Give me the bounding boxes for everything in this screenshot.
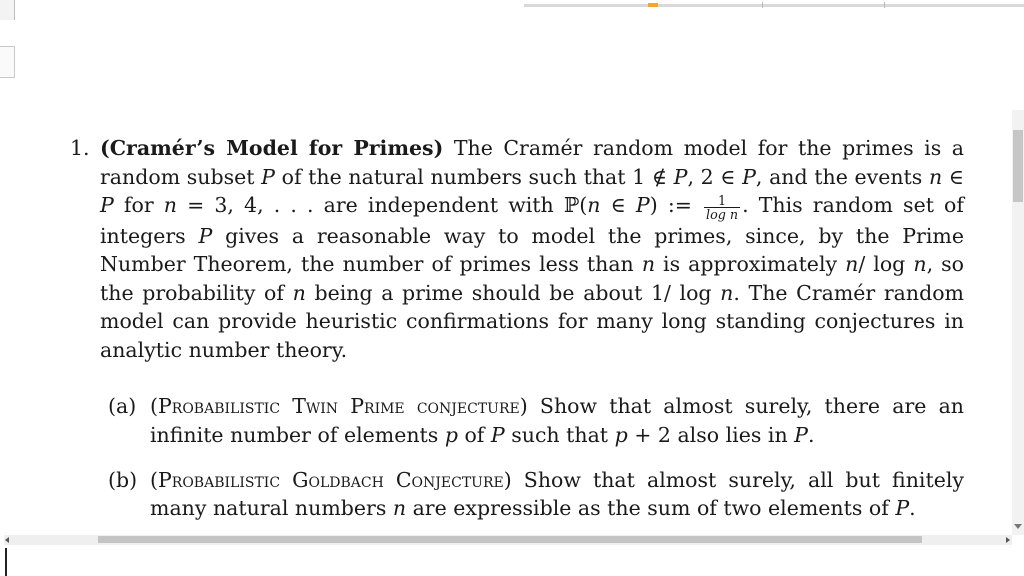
problem-text: , so the probability of xyxy=(100,252,964,305)
variable-n: n xyxy=(292,280,306,305)
variable-p: p xyxy=(614,423,628,448)
variable-n: n xyxy=(587,193,601,218)
part-a-text: + 2 also lies in xyxy=(627,423,795,448)
variable-n: n xyxy=(720,280,734,305)
chevron-right-icon[interactable] xyxy=(1006,537,1010,543)
vertical-scrollbar-thumb[interactable] xyxy=(1013,130,1023,202)
probability-fraction xyxy=(704,194,740,222)
variable-n: n xyxy=(913,252,927,277)
prime-set-symbol: P xyxy=(794,423,808,448)
part-a-text: . xyxy=(807,423,815,448)
part-a-title: (Probabilistic Twin Prime conjecture) xyxy=(150,394,528,419)
problem-text: , 2 ∈ xyxy=(687,164,743,189)
part-a-text: of xyxy=(457,423,491,448)
problem-text: , and the events xyxy=(755,164,929,189)
part-a xyxy=(108,392,964,449)
part-b-text: are expressible as the sum of two elements of xyxy=(406,496,896,521)
prime-set-symbol: P xyxy=(895,496,910,521)
problem-number: 1. xyxy=(70,136,90,160)
top-progress-bar xyxy=(524,4,1024,7)
problem-text: The Cramér random model for the primes is a random subset xyxy=(100,136,964,189)
top-divider xyxy=(762,2,763,8)
fraction-denominator: log n xyxy=(706,207,739,223)
part-b-label: (b) xyxy=(108,467,138,492)
prime-set-symbol: P xyxy=(673,164,688,189)
variable-n: n xyxy=(845,252,859,277)
problem-title: (Cramér’s Model for Primes) xyxy=(100,136,444,160)
variable-n: n xyxy=(163,193,177,218)
problem-text: = 3, 4, . . . are independent with ℙ( xyxy=(176,193,588,218)
variable-n: n xyxy=(928,164,943,189)
problem-1 xyxy=(70,134,964,364)
prime-set-symbol: P xyxy=(742,164,756,189)
problem-text: for xyxy=(113,193,164,218)
left-panel-tab[interactable] xyxy=(0,0,15,20)
problem-text: . This random set of integers xyxy=(100,193,964,248)
variable-n: n xyxy=(641,252,656,277)
left-edge-marker xyxy=(5,548,7,576)
prime-set-symbol: P xyxy=(261,164,275,189)
problem-text: ) := xyxy=(649,193,703,218)
problem-text: being a prime should be about 1/ log xyxy=(305,280,721,305)
prime-set-symbol: P xyxy=(635,193,650,218)
document-page xyxy=(70,134,964,539)
chevron-left-icon[interactable] xyxy=(5,537,9,543)
variable-p: p xyxy=(444,423,458,448)
variable-n: n xyxy=(392,496,407,521)
problem-parts xyxy=(70,392,964,522)
problem-text: / log xyxy=(858,252,914,277)
part-a-label: (a) xyxy=(108,394,137,419)
top-accent-marker xyxy=(648,3,658,7)
problem-text: is approximately xyxy=(655,252,846,277)
fraction-numerator: 1 xyxy=(704,194,740,208)
part-a-text: Show that almost surely, there are an infinite number of elements xyxy=(150,394,965,448)
chevron-down-icon[interactable] xyxy=(1014,524,1022,529)
part-b-text: Show that almost surely, all but finitely many natural numbers xyxy=(150,467,964,521)
part-b-text: . xyxy=(909,496,916,521)
prime-set-symbol: P xyxy=(198,223,213,248)
prime-set-symbol: P xyxy=(490,423,505,448)
part-b-title: (Probabilistic Goldbach Conjecture) xyxy=(150,467,512,492)
prime-set-symbol: P xyxy=(100,193,114,218)
top-divider xyxy=(884,2,885,8)
problem-text: ∈ xyxy=(600,193,636,218)
problem-text: gives a reasonable way to model the primes, since, by the Prime Number Theorem, the number of primes less than xyxy=(100,223,964,277)
problem-text: ∈ xyxy=(942,164,964,189)
problem-text: of the natural numbers such that 1 ∉ xyxy=(274,164,674,189)
problem-text: . The Cramér random model can provide heuristic confirmations for many long standing conjectures in analytic number theory. xyxy=(100,280,964,362)
part-b xyxy=(108,466,964,523)
part-a-text: such that xyxy=(504,423,615,448)
left-panel-box[interactable] xyxy=(0,46,15,78)
